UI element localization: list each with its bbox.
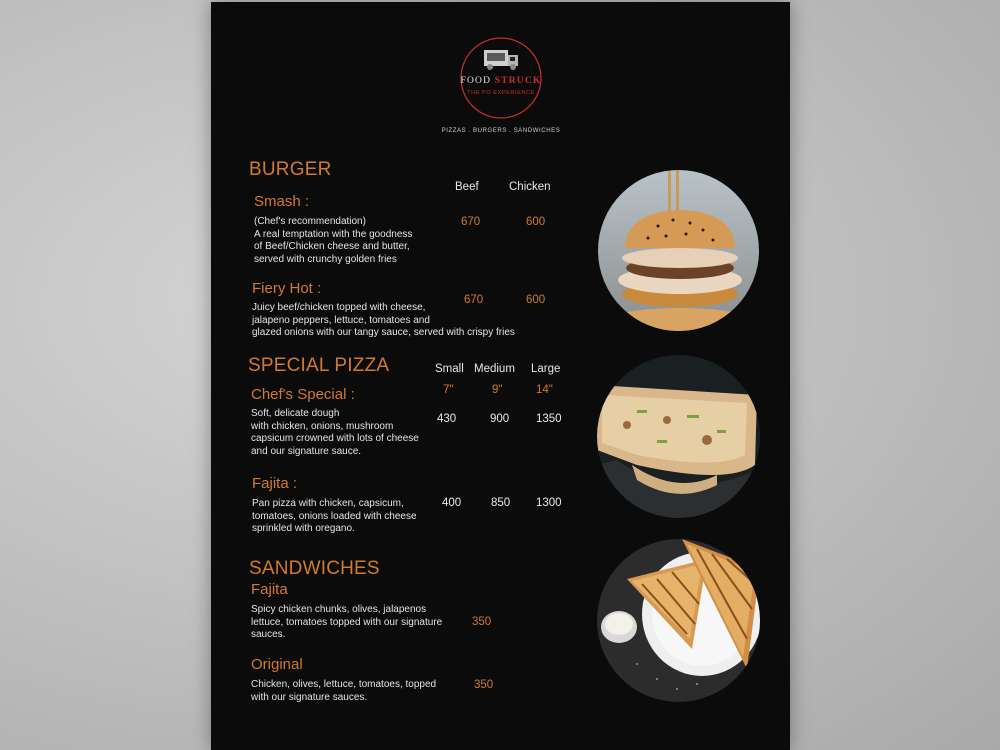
burger-price-beef: 670 (461, 216, 481, 228)
burger-col-chicken: Chicken (509, 181, 551, 193)
menu-page (211, 2, 790, 750)
sandwich-price: 350 (474, 679, 494, 691)
pizza-price-small: 400 (442, 497, 462, 509)
desc-line: tomatoes, onions loaded with cheese (252, 510, 417, 522)
burger-col-beef: Beef (455, 181, 479, 193)
burger-photo (598, 170, 759, 331)
logo-word-struck: STRUCK (494, 76, 542, 86)
pizza-size-small: 7" (443, 384, 454, 396)
desc-line: with chicken, onions, mushroom (251, 420, 394, 432)
pizza-price-large: 1300 (536, 497, 562, 509)
pizza-col-medium: Medium (474, 363, 515, 375)
desc-line: sprinkled with oregano. (252, 523, 355, 535)
burger-price-chicken: 600 (526, 294, 546, 306)
pizza-item-name: Fajita : (252, 475, 298, 492)
pizza-price-medium: 850 (491, 497, 511, 509)
pizza-price-medium: 900 (490, 413, 510, 425)
logo-wordmark (452, 76, 550, 86)
desc-line: Soft, delicate dough (251, 408, 340, 419)
desc-line: jalapeno peppers, lettuce, tomatoes and (252, 314, 430, 326)
desc-line: Juicy beef/chicken topped with cheese, (252, 302, 426, 313)
sandwich-item-desc (251, 679, 436, 704)
pizza-item-desc (252, 498, 417, 536)
burger-item-name: Fiery Hot : (252, 280, 322, 297)
desc-line: Spicy chicken chunks, olives, jalapenos (251, 604, 427, 615)
desc-line: and our signature sauce. (251, 446, 362, 458)
logo-motto: THE PO EXPERIENCE (467, 90, 535, 96)
pizza-section-title: SPECIAL PIZZA (248, 355, 390, 376)
burger-price-beef: 670 (464, 294, 484, 306)
sandwich-item-desc (251, 604, 442, 642)
desc-line: glazed onions with our tangy sauce, served with crispy fries (252, 327, 515, 339)
pizza-size-large: 14" (536, 384, 553, 396)
brand-tagline: PIZZAS . BURGERS . SANDWICHES (441, 128, 561, 134)
sandwich-section-title: SANDWICHES (249, 558, 380, 579)
pizza-price-large: 1350 (536, 413, 562, 425)
sandwich-photo (597, 539, 760, 702)
pizza-photo (597, 355, 760, 518)
pizza-size-medium: 9" (492, 384, 503, 396)
sandwich-price: 350 (472, 616, 492, 628)
desc-line: (Chef's recommendation) (254, 216, 366, 227)
desc-line: Chicken, olives, lettuce, tomatoes, topped (251, 679, 437, 690)
pizza-item-name: Chef's Special : (251, 386, 355, 403)
sandwich-item-name: Fajita (251, 581, 288, 598)
pizza-item-desc (251, 408, 419, 459)
pizza-col-small: Small (435, 363, 464, 375)
pizza-price-small: 430 (437, 413, 457, 425)
desc-line: capsicum crowned with lots of cheese (251, 433, 419, 445)
pizza-col-large: Large (531, 363, 561, 375)
desc-line: served with crunchy golden fries (254, 254, 397, 266)
burger-item-desc (252, 302, 515, 340)
desc-line: of Beef/Chicken cheese and butter, (254, 241, 410, 253)
desc-line: A real temptation with the goodness (254, 228, 413, 240)
burger-section-title: BURGER (249, 159, 332, 180)
sandwich-item-name: Original (251, 656, 303, 673)
burger-price-chicken: 600 (526, 216, 546, 228)
desc-line: lettuce, tomatoes topped with our signature (251, 616, 443, 628)
burger-item-name: Smash : (254, 193, 310, 210)
desc-line: sauces. (251, 629, 286, 641)
desc-line: Pan pizza with chicken, capsicum, (252, 498, 404, 509)
logo (451, 32, 551, 132)
logo-word-food: FOOD (460, 76, 492, 86)
desc-line: with our signature sauces. (251, 691, 368, 703)
burger-item-desc (254, 216, 412, 267)
